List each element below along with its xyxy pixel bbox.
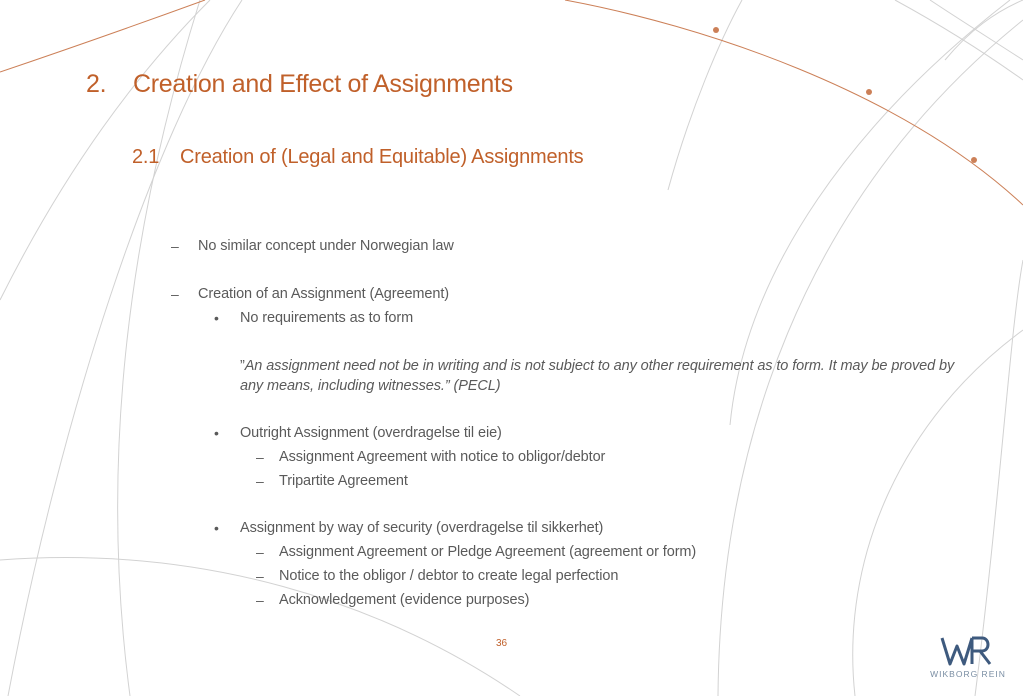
slide-subtitle-number: 2.1	[132, 146, 160, 168]
sub-item-acknowledgement: Acknowledgement (evidence purposes)	[279, 592, 530, 608]
sub-item-tripartite: Tripartite Agreement	[279, 473, 408, 489]
list-marker-dash: –	[256, 592, 264, 608]
sub-item-notice-agreement: Assignment Agreement with notice to obligor/debtor	[279, 449, 606, 465]
wikborg-rein-logo	[926, 636, 1010, 682]
list-marker-bullet: •	[214, 310, 219, 326]
wr-monogram-icon	[940, 636, 994, 666]
pecl-quote	[240, 356, 980, 396]
sub-item-legal-perfection: Notice to the obligor / debtor to create legal perfection	[279, 568, 619, 584]
list-item-no-similar-concept: No similar concept under Norwegian law	[198, 238, 454, 254]
list-marker-dash: –	[256, 544, 264, 560]
logo-wordmark: WIKBORG REIN	[930, 669, 1006, 679]
page-number: 36	[496, 638, 508, 649]
bullet-security-assignment: Assignment by way of security (overdragelse til sikkerhet)	[240, 520, 604, 536]
list-marker-dash: –	[171, 238, 179, 254]
list-marker-dash: –	[171, 286, 179, 302]
slide-title	[86, 70, 513, 99]
slide-subtitle-text: Creation of (Legal and Equitable) Assignments	[180, 146, 584, 168]
list-marker-dash: –	[256, 473, 264, 489]
slide-title-number: 2.	[86, 70, 107, 98]
sub-item-pledge-agreement: Assignment Agreement or Pledge Agreement (agreement or form)	[279, 544, 697, 560]
quote-text: An assignment need not be in writing and is not subject to any other requirement as to form. It may be proved by any means, including witnesses.” (PECL)	[240, 358, 955, 394]
slide-subtitle	[132, 146, 583, 169]
bullet-no-requirements: No requirements as to form	[240, 310, 414, 326]
list-marker-bullet: •	[214, 425, 219, 441]
list-item-creation: Creation of an Assignment (Agreement)	[198, 286, 449, 302]
slide-title-text: Creation and Effect of Assignments	[133, 70, 513, 98]
quote-open-mark: ”	[240, 358, 245, 374]
list-marker-dash: –	[256, 568, 264, 584]
list-marker-bullet: •	[214, 520, 219, 536]
list-marker-dash: –	[256, 449, 264, 465]
bullet-outright-assignment: Outright Assignment (overdragelse til eie)	[240, 425, 502, 441]
